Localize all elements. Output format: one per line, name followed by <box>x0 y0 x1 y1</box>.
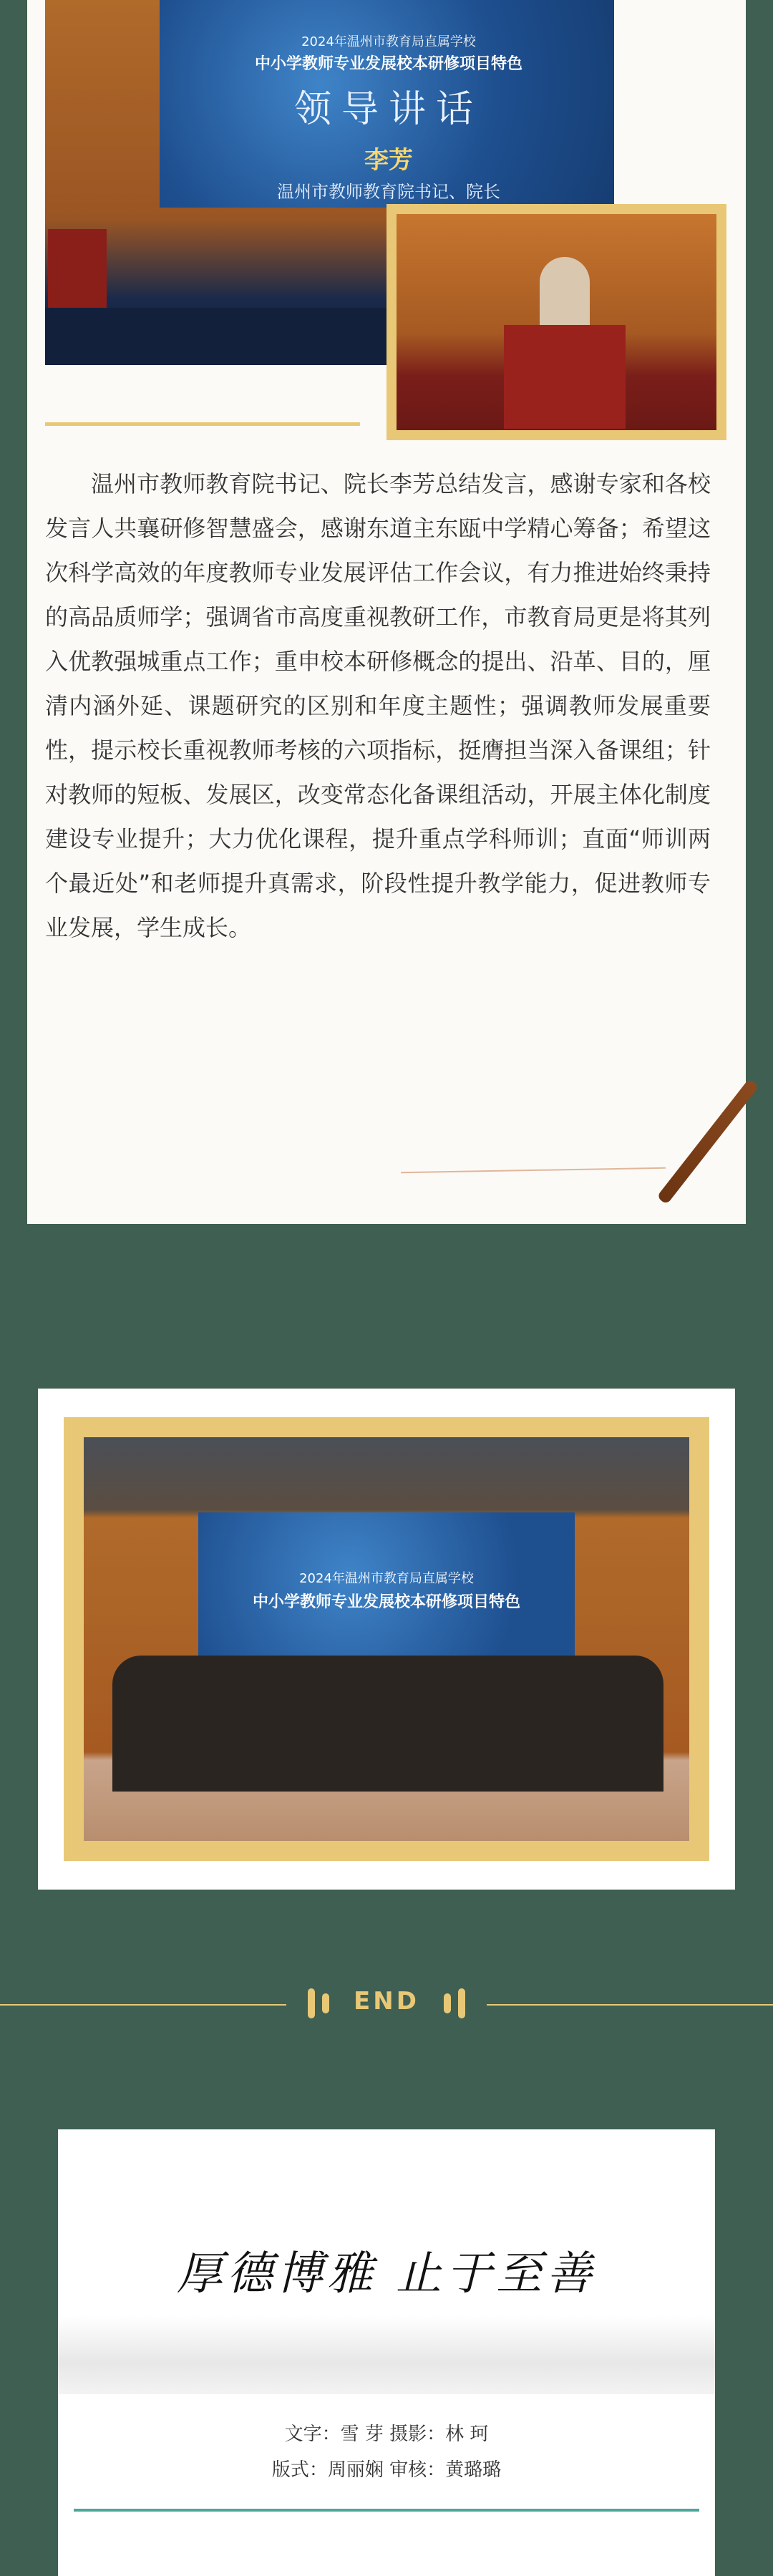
end-label: END <box>354 1987 419 2016</box>
screen-role: 温州市教师教育院书记、院长 <box>277 182 500 202</box>
screen-line2: 中小学教师专业发展校本研修项目特色 <box>252 1593 520 1611</box>
screen-title: 领导讲话 <box>293 88 483 131</box>
footer-card <box>58 2129 715 2576</box>
teal-divider <box>74 2509 699 2512</box>
screen-name: 李芳 <box>364 146 413 175</box>
screen-line1: 2024年温州市教育局直属学校 <box>299 1571 474 1586</box>
end-divider <box>0 1983 773 2026</box>
school-motto: 厚德博雅 止于至善 <box>176 2247 597 2300</box>
screen-line2: 中小学教师专业发展校本研修项目特色 <box>254 55 522 73</box>
credits-line1: 文字：雪 芽 摄影：林 珂 <box>284 2424 489 2445</box>
gold-divider <box>45 422 360 426</box>
group-photo <box>64 1417 709 1861</box>
speaker <box>540 257 590 336</box>
screen-line1: 2024年温州市教育局直属学校 <box>301 34 476 49</box>
end-bar-icon <box>458 1988 465 2018</box>
credits-line2: 版式：周丽娴 审核：黄璐璐 <box>271 2459 502 2481</box>
ink-mountains <box>58 2315 715 2394</box>
podium <box>504 325 626 429</box>
end-line-left <box>0 2004 286 2006</box>
group-of-people <box>112 1656 663 1792</box>
projector-screen <box>160 0 614 208</box>
speaker-closeup-photo <box>386 204 726 440</box>
end-bar-icon <box>308 1988 315 2018</box>
group-photo-card <box>38 1389 735 1890</box>
end-line-right <box>487 2004 773 2006</box>
end-bar-icon <box>444 1993 451 2013</box>
projector-screen <box>198 1512 575 1670</box>
article-paragraph: 温州市教师教育院书记、院长李芳总结发言，感谢专家和各校发言人共襄研修智慧盛会，感谢东道主东瓯中学精心筹备；希望这次科学高效的年度教师专业发展评估工作会议，有力推进始终秉持的高品质师学；强调省市高度重视教研工作，市教育局更是将其列入优教强城重点工作；重申校本研修概念的提出、沿革、目的，厘清内涵外延、课题研究的区别和年度主题性；强调教师发展重要性，提示校长重视教师考核的六项指标，挺膺担当深入备课组；针对教师的短板、发展区，改变常态化备课组活动，开展主体化制度建设专业提升；大力优化课程，提升重点学科师训；直面“师训两个最近处”和老师提升真需求，阶段性提升教学能力，促进教师专业发展，学生成长。 <box>45 470 711 941</box>
end-bar-icon <box>322 1993 329 2013</box>
